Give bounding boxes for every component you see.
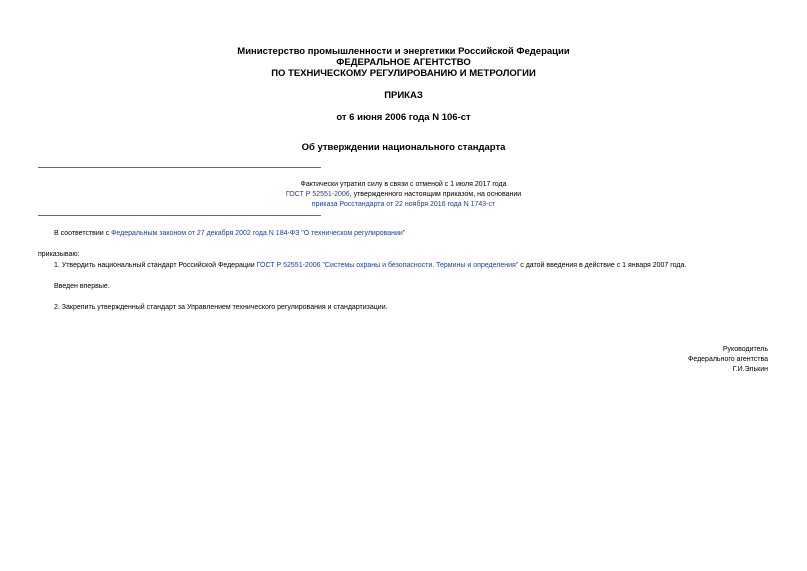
- order-item-1-text: 1. Утвердить национальный стандарт Российской Федерации: [54, 262, 257, 269]
- status-note-line1: Фактически утратил силу в связи с отменой с 1 июля 2017 года: [300, 181, 507, 188]
- introduced-first-time: Введен впервые.: [54, 283, 110, 290]
- gost-standard-link[interactable]: ГОСТ Р 52551-2006 "Системы охраны и безопасности. Термины и определения": [256, 262, 519, 269]
- document-date-number: от 6 июня 2006 года N 106-ст: [336, 112, 471, 123]
- divider-bottom: [38, 215, 321, 216]
- order-item-1-tail: с датой введения в действие с 1 января 2007 года.: [518, 262, 687, 269]
- signature-agency: Федерального агентства: [688, 356, 768, 363]
- agency-title-line1: ФЕДЕРАЛЬНОЕ АГЕНТСТВО: [336, 57, 471, 68]
- signature-name: Г.И.Элькин: [732, 366, 768, 373]
- order-item-1: [54, 261, 686, 270]
- gost-link[interactable]: ГОСТ Р 52551-2006: [285, 191, 350, 198]
- preamble-text: В соответствии с: [54, 230, 112, 237]
- federal-law-link[interactable]: Федеральным законом от 27 декабря 2002 года N 184-ФЗ "О техническом регулировании": [111, 230, 406, 237]
- rosstandart-order-link[interactable]: приказа Росстандарта от 22 ноября 2016 года N 1743-ст: [311, 201, 496, 208]
- status-note-line2-text: , утвержденного настоящим приказом, на основании: [349, 191, 522, 198]
- status-note-line2: [0, 190, 807, 199]
- signature-position: Руководитель: [722, 346, 768, 353]
- document-type: ПРИКАЗ: [384, 90, 423, 101]
- order-word: приказываю:: [38, 251, 80, 258]
- ministry-title: Министерство промышленности и энергетики Российской Федерации: [237, 46, 570, 57]
- agency-title-line2: ПО ТЕХНИЧЕСКОМУ РЕГУЛИРОВАНИЮ И МЕТРОЛОГИИ: [271, 68, 536, 79]
- order-item-2: 2. Закрепить утвержденный стандарт за Управлением технического регулирования и стандартизации.: [54, 304, 388, 311]
- divider-top: [38, 167, 321, 168]
- preamble: [54, 229, 405, 238]
- status-note-line3: [0, 200, 807, 209]
- document-subject: Об утверждении национального стандарта: [301, 142, 506, 153]
